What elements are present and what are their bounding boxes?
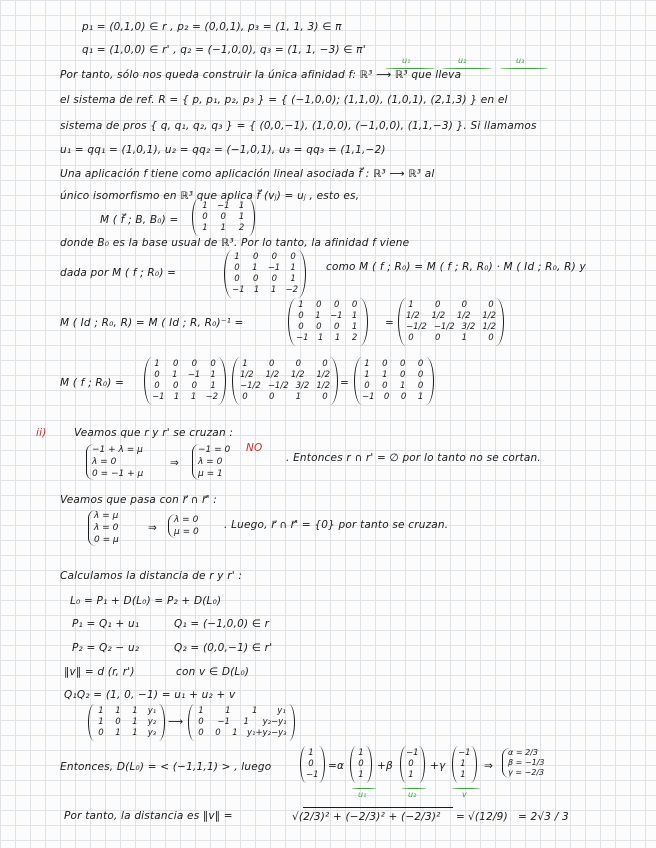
matrix-row	[96, 728, 157, 739]
matrix-row	[362, 392, 426, 403]
matrix-row	[196, 706, 287, 717]
final-distance: = 2√3 / 3	[518, 811, 569, 823]
matrix-cell: 0	[434, 300, 441, 310]
matrix-cell: 0	[399, 370, 406, 380]
matrix-cell: 0	[234, 274, 240, 284]
matrix-cell: 1	[351, 322, 358, 332]
matrix-cell: −1/2	[406, 322, 427, 332]
matrix-cell: −1	[406, 748, 419, 758]
matrix-row	[406, 748, 419, 759]
matrix-cell: 1	[232, 728, 238, 738]
matrix-row	[152, 359, 218, 370]
equals-sign-id: =	[385, 317, 394, 329]
matrix-cell: 1	[154, 359, 160, 369]
equation-line: γ = −2/3	[508, 768, 545, 777]
matrix-cell: 0	[399, 359, 406, 369]
coeff-gamma: γ	[439, 760, 446, 772]
text-line-norm-v: ‖v‖ = d (r, r')	[64, 666, 135, 678]
matrix-cell: 0	[382, 359, 388, 369]
matrix-cell: 0	[172, 381, 179, 391]
vector-u2	[400, 746, 425, 783]
matrix-id-right	[398, 298, 504, 346]
sqrt-bar	[303, 807, 453, 808]
label-matrix-f-r0: dada por M ( f ; R₀) =	[60, 267, 177, 279]
matrix-cell: −1	[362, 392, 375, 402]
matrix-cell: −1	[217, 717, 230, 727]
matrix-row	[200, 212, 247, 223]
system-directions	[88, 510, 119, 546]
matrix-cell: 0	[383, 392, 390, 402]
matrix-cell: 0	[358, 759, 364, 769]
matrix-cell: 0	[242, 392, 248, 402]
matrix-cell: 1	[364, 359, 370, 369]
text-line-se-cruzan: . Luego, r⃗ ∩ r⃗' = {0} por tanto se cruzan.	[224, 519, 449, 531]
matrix-row	[356, 770, 366, 781]
matrix-cell: 0	[316, 322, 322, 332]
equation-line: λ = 0	[92, 457, 117, 467]
text-line-q1q2: Q₁Q₂ = (1, 0, −1) = u₁ + u₂ + v	[64, 689, 236, 701]
no-label: NO	[246, 442, 263, 454]
system-intersection	[86, 444, 143, 480]
text-line-q2: Q₂ = (0,0,−1) ∈ r'	[174, 642, 273, 654]
text-line-composition: como M ( f ; R₀) = M ( f ; R, R₀) · M ( Id ; R₀, R) y	[326, 261, 586, 273]
matrix-cell: 1	[190, 392, 197, 402]
matrix-cell: 1	[351, 311, 358, 321]
equals-sign-sqrt: =	[456, 811, 465, 823]
matrix-row	[406, 311, 496, 322]
matrix-row	[196, 728, 287, 739]
label-v2: u₂	[458, 56, 467, 65]
vector-q1q2	[300, 746, 325, 783]
matrix-cell: 3/2	[295, 381, 310, 391]
equation-line: μ = 0	[174, 527, 199, 537]
sqrt-value: √(12/9)	[468, 811, 508, 823]
matrix-f-product-left	[144, 357, 226, 405]
matrix-cell: 0	[268, 392, 275, 402]
matrix-cell: −1	[458, 748, 471, 758]
matrix-cell: 0	[400, 392, 407, 402]
coeff-eq-alpha	[328, 759, 344, 773]
matrix-cell: 3/2	[461, 322, 476, 332]
coeff-plus-gamma	[430, 759, 445, 773]
matrix-cell: −2	[285, 285, 299, 295]
equation-line: λ = 0	[94, 523, 119, 533]
matrix-cell: 1	[202, 223, 208, 233]
text-line-target-system: sistema de pros { q, q₁, q₂, q₃ } = { (0,0,−1), (1,0,0), (−1,0,0), (1,1,−3) }. Si llamamos	[60, 120, 537, 132]
matrix-cell: 1/2	[265, 370, 280, 380]
text-line-q1: Q₁ = (−1,0,0) ∈ r	[174, 618, 270, 630]
label-v1: u₁	[402, 56, 411, 65]
arrow-implies-1: ⇒	[170, 457, 179, 469]
matrix-cell: 1/2	[431, 311, 446, 321]
matrix-cell: 1	[334, 333, 341, 343]
matrix-cell: 0	[172, 359, 179, 369]
matrix-cell: 1	[234, 252, 240, 262]
matrix-cell: 0	[268, 359, 275, 369]
matrix-cell: 1	[98, 706, 104, 716]
underline-v3	[500, 68, 548, 69]
matrix-row	[406, 322, 496, 333]
matrix-cell: 1	[238, 212, 245, 222]
arrow-implies-3: ⇒	[484, 760, 493, 772]
coeff-plus-beta	[377, 759, 393, 773]
matrix-cell: 1	[315, 311, 321, 321]
matrix-cell: 0	[434, 333, 441, 343]
matrix-cell: 0	[198, 717, 204, 727]
text-line-directions: Veamos que pasa con r⃗ ∩ r⃗' :	[60, 494, 217, 506]
text-line-no-cortan: . Entonces r ∩ r' = ∅ por lo tanto no se cortan.	[286, 452, 541, 464]
matrix-cell: 1	[290, 274, 296, 284]
matrix-cell: 0	[417, 381, 424, 391]
matrix-cell: 0	[252, 274, 259, 284]
matrix-cell: 1/2	[482, 311, 496, 321]
coeff-plus-1: +	[377, 760, 386, 772]
matrix-row	[240, 381, 330, 392]
matrix-cell: 0	[316, 300, 322, 310]
matrix-row	[232, 274, 298, 285]
equation-line: μ = 1	[198, 469, 223, 479]
matrix-cell: 1	[98, 717, 104, 727]
matrix-cell: −1	[187, 370, 201, 380]
text-line-cruzan: Veamos que r y r' se cruzan :	[74, 427, 234, 439]
matrix-row	[96, 717, 157, 728]
matrix-row	[240, 392, 330, 403]
label-matrix-id: M ( Id ; R₀, R) = M ( Id ; R, R₀)⁻¹ =	[60, 317, 244, 329]
matrix-cell: 0	[308, 759, 314, 769]
text-line-reference-system: el sistema de ref. R = { p, p₁, p₂, p₃ } = { (−1,0,0); (1,1,0), (1,0,1), (2,1,3) } en el	[60, 94, 508, 106]
equation-line: β = −1/3	[508, 758, 545, 767]
matrix-cell: 1/2	[456, 311, 471, 321]
section-label-ii: ii)	[36, 427, 47, 439]
matrix-row	[306, 770, 319, 781]
text-line-p1: P₁ = Q₁ + u₁	[72, 618, 140, 630]
equation-line: λ = 0	[198, 457, 223, 467]
matrix-cell: 1/2	[482, 322, 496, 332]
matrix-cell: 1	[242, 359, 248, 369]
matrix-cell: 0	[408, 759, 414, 769]
label-u2: u₂	[408, 790, 417, 799]
text-line-p2: P₂ = Q₂ − u₂	[72, 642, 140, 654]
matrix-cell: 1	[295, 392, 302, 402]
text-line-base-usual: donde B₀ es la base usual de ℝ³. Por lo tanto, la afinidad f viene	[60, 237, 410, 249]
underline-u2	[402, 788, 426, 789]
matrix-cell: 0	[322, 392, 328, 402]
matrix-row	[200, 201, 247, 212]
matrix-cell: 0	[298, 322, 304, 332]
matrix-cell: 1	[417, 392, 424, 402]
matrix-cell: −1	[267, 263, 281, 273]
matrix-cell: y₁	[277, 706, 286, 716]
text-line-points-r-prime: q₁ = (1,0,0) ∈ r' , q₂ = (−1,0,0), q₃ = (1, 1, −3) ∈ π'	[82, 44, 366, 56]
matrix-row	[406, 770, 419, 781]
matrix-cell: 1	[243, 717, 249, 727]
matrix-cell: y₂−y₁	[262, 717, 287, 727]
matrix-cell: 1	[358, 748, 364, 758]
matrix-row	[306, 748, 319, 759]
matrix-cell: 0	[191, 381, 198, 391]
matrix-row	[296, 322, 360, 333]
matrix-cell: 0	[298, 311, 304, 321]
matrix-f-b-b0	[192, 199, 255, 236]
matrix-cell: 1	[251, 706, 258, 716]
system-intersection-result	[192, 444, 230, 480]
matrix-cell: 0	[202, 212, 208, 222]
matrix-cell: 0	[333, 300, 340, 310]
matrix-cell: 0	[271, 274, 278, 284]
matrix-cell: 0	[220, 212, 226, 222]
matrix-cell: 0	[322, 359, 328, 369]
matrix-cell: 1	[173, 392, 180, 402]
matrix-cell: 0	[408, 333, 414, 343]
matrix-cell: 1	[460, 770, 466, 780]
matrix-cell: 1	[115, 728, 121, 738]
matrix-cell: 1	[270, 285, 277, 295]
matrix-cell: 0	[198, 728, 204, 738]
matrix-id-left	[288, 298, 368, 346]
equation-line: λ = 0	[174, 515, 199, 525]
matrix-cell: y₁+y₂−y₃	[247, 728, 287, 738]
vector-u1	[350, 746, 372, 783]
matrix-row	[152, 370, 218, 381]
matrix-row	[356, 748, 366, 759]
matrix-cell: 1	[115, 706, 121, 716]
coeff-plus-2: +	[430, 760, 439, 772]
matrix-cell: 1	[317, 333, 324, 343]
matrix-row	[458, 759, 471, 770]
matrix-cell: 0	[351, 300, 358, 310]
matrix-row	[96, 706, 157, 717]
matrix-row	[296, 311, 360, 322]
matrix-cell: −1	[152, 392, 165, 402]
text-line-u-vectors: u₁ = qq₁ = (1,0,1), u₂ = qq₂ = (−1,0,1), u₃ = qq₃ = (1,1,−2)	[60, 144, 386, 156]
matrix-cell: 2	[238, 223, 245, 233]
matrix-cell: 0	[215, 728, 221, 738]
matrix-cell: 0	[290, 252, 296, 262]
matrix-cell: −1	[217, 201, 230, 211]
matrix-row	[356, 759, 366, 770]
matrix-row	[296, 300, 360, 311]
matrix-cell: 0	[115, 717, 121, 727]
matrix-augmented-2	[188, 704, 295, 741]
coeff-eq: =	[328, 760, 337, 772]
matrix-cell: 1/2	[240, 370, 254, 380]
coeff-alpha: α	[337, 760, 345, 772]
matrix-cell: 1	[132, 728, 138, 738]
matrix-row	[458, 770, 471, 781]
text-line-d-l0: Entonces, D(L₀) = < (−1,1,1) > , luego	[60, 761, 272, 773]
text-line-isomorphism: único isomorfismo en ℝ³ que aplica f⃗ (vⱼ) = uⱼ , esto es,	[60, 190, 360, 202]
matrix-f-result	[354, 357, 434, 405]
matrix-cell: 1	[358, 770, 364, 780]
matrix-cell: 1	[210, 370, 216, 380]
matrix-cell: 0	[252, 252, 259, 262]
matrix-cell: 1	[364, 370, 370, 380]
matrix-cell: −1/2	[240, 381, 261, 391]
matrix-cell: 1	[298, 300, 304, 310]
label-u1: u₁	[358, 790, 367, 799]
matrix-cell: 1/2	[316, 370, 330, 380]
matrix-row	[406, 333, 496, 344]
matrix-cell: 0	[295, 359, 302, 369]
matrix-row	[200, 223, 247, 234]
matrix-row	[152, 381, 218, 392]
matrix-cell: −1	[232, 285, 245, 295]
matrix-cell: 1	[238, 201, 245, 211]
matrix-cell: 0	[154, 381, 160, 391]
text-line-distancia-title: Calculamos la distancia de r y r' :	[60, 570, 243, 582]
matrix-cell: 0	[364, 381, 370, 391]
matrix-row	[306, 759, 319, 770]
equation-line: λ = μ	[94, 511, 119, 521]
matrix-cell: −1	[296, 333, 309, 343]
text-line-l0: L₀ = P₁ + D(L₀) = P₂ + D(L₀)	[70, 595, 222, 607]
matrix-cell: y₁	[147, 706, 157, 716]
sqrt-expression	[292, 810, 441, 824]
arrow-reduce: ⟶	[168, 716, 184, 728]
matrix-row	[196, 717, 287, 728]
matrix-cell: 1	[220, 223, 226, 233]
matrix-row	[240, 359, 330, 370]
matrix-row	[362, 370, 426, 381]
matrix-cell: 2	[351, 333, 358, 343]
text-line-points-r: p₁ = (0,1,0) ∈ r , p₂ = (0,0,1), p₃ = (1, 1, 3) ∈ π	[82, 21, 342, 33]
matrix-cell: 1	[198, 706, 204, 716]
matrix-cell: 0	[191, 359, 198, 369]
equation-line: 0 = μ	[94, 535, 119, 545]
vector-v	[452, 746, 477, 783]
matrix-cell: 1	[461, 333, 468, 343]
matrix-cell: 0	[488, 300, 494, 310]
matrix-row	[240, 370, 330, 381]
matrix-cell: 1/2	[290, 370, 305, 380]
matrix-cell: 0	[333, 322, 340, 332]
equation-line: α = 2/3	[508, 748, 538, 757]
matrix-cell: 0	[382, 381, 388, 391]
equation-line: −1 + λ = μ	[92, 445, 143, 455]
matrix-row	[406, 759, 419, 770]
label-matrix-f-b: M ( f⃗ ; B, B₀) =	[100, 214, 179, 226]
matrix-cell: −2	[205, 392, 219, 402]
label-matrix-f-final: M ( f ; R₀) =	[60, 377, 125, 389]
matrix-cell: 1/2	[406, 311, 420, 321]
matrix-cell: 1	[290, 263, 296, 273]
matrix-cell: 1	[132, 706, 138, 716]
matrix-cell: 1	[132, 717, 138, 727]
matrix-cell: 0	[210, 359, 216, 369]
matrix-cell: 1	[210, 381, 216, 391]
matrix-f-r0	[224, 250, 306, 298]
text-line-linear-map: Una aplicación f tiene como aplicación lineal asociada f⃗ : ℝ³ ⟶ ℝ³ al	[60, 168, 435, 180]
matrix-row	[362, 359, 426, 370]
matrix-f-product-right	[232, 357, 338, 405]
matrix-row	[458, 748, 471, 759]
sqrt-symbol: √	[292, 811, 299, 823]
label-v3: u₃	[516, 56, 525, 65]
matrix-cell: 1	[408, 770, 414, 780]
text-line-distance-result: Por tanto, la distancia es ‖v‖ =	[64, 810, 233, 822]
text-line-v-in-d: con v ∈ D(L₀)	[176, 666, 250, 678]
matrix-row	[296, 333, 360, 344]
system-directions-result	[168, 514, 199, 538]
matrix-cell: 1	[408, 300, 414, 310]
underline-v	[452, 788, 480, 789]
matrix-row	[232, 285, 298, 296]
equation-line: −1 = 0	[198, 445, 231, 455]
matrix-cell: 0	[461, 300, 468, 310]
matrix-cell: y₂	[147, 717, 157, 727]
matrix-cell: 0	[417, 370, 424, 380]
equals-sign-product: =	[340, 377, 349, 389]
matrix-cell: 1	[382, 370, 388, 380]
matrix-cell: 1	[172, 370, 178, 380]
matrix-row	[406, 300, 496, 311]
matrix-cell: 0	[271, 252, 278, 262]
matrix-cell: −1	[330, 311, 343, 321]
matrix-cell: 0	[488, 333, 494, 343]
matrix-cell: 1	[252, 263, 258, 273]
matrix-cell: 0	[98, 728, 104, 738]
matrix-cell: 1	[308, 748, 314, 758]
matrix-cell: 0	[154, 370, 160, 380]
coeff-beta: β	[386, 760, 393, 772]
matrix-row	[232, 252, 298, 263]
matrix-cell: 1	[460, 759, 466, 769]
matrix-row	[232, 263, 298, 274]
sqrt-radicand: (2/3)² + (−2/3)² + (−2/3)²	[298, 811, 441, 823]
matrix-cell: 1	[202, 201, 208, 211]
system-coefficients	[502, 748, 544, 778]
matrix-cell: 1	[225, 706, 231, 716]
label-v: v	[462, 790, 467, 799]
matrix-cell: 1	[253, 285, 260, 295]
matrix-cell: 1	[399, 381, 406, 391]
matrix-cell: −1	[306, 770, 319, 780]
matrix-cell: −1/2	[267, 381, 289, 391]
matrix-augmented-1	[88, 704, 165, 741]
arrow-implies-2: ⇒	[148, 522, 157, 534]
matrix-row	[362, 381, 426, 392]
matrix-cell: y₃	[147, 728, 157, 738]
matrix-row	[152, 392, 218, 403]
text-line-affinity-intro: Por tanto, sólo nos queda construir la única afinidad f: ℝ³ ⟶ ℝ³ que lleva	[60, 69, 462, 81]
matrix-cell: −1/2	[433, 322, 455, 332]
matrix-cell: 1/2	[316, 381, 330, 391]
matrix-cell: 0	[234, 263, 240, 273]
equation-line: 0 = −1 + μ	[92, 469, 144, 479]
underline-u1	[352, 788, 376, 789]
matrix-cell: 0	[417, 359, 424, 369]
